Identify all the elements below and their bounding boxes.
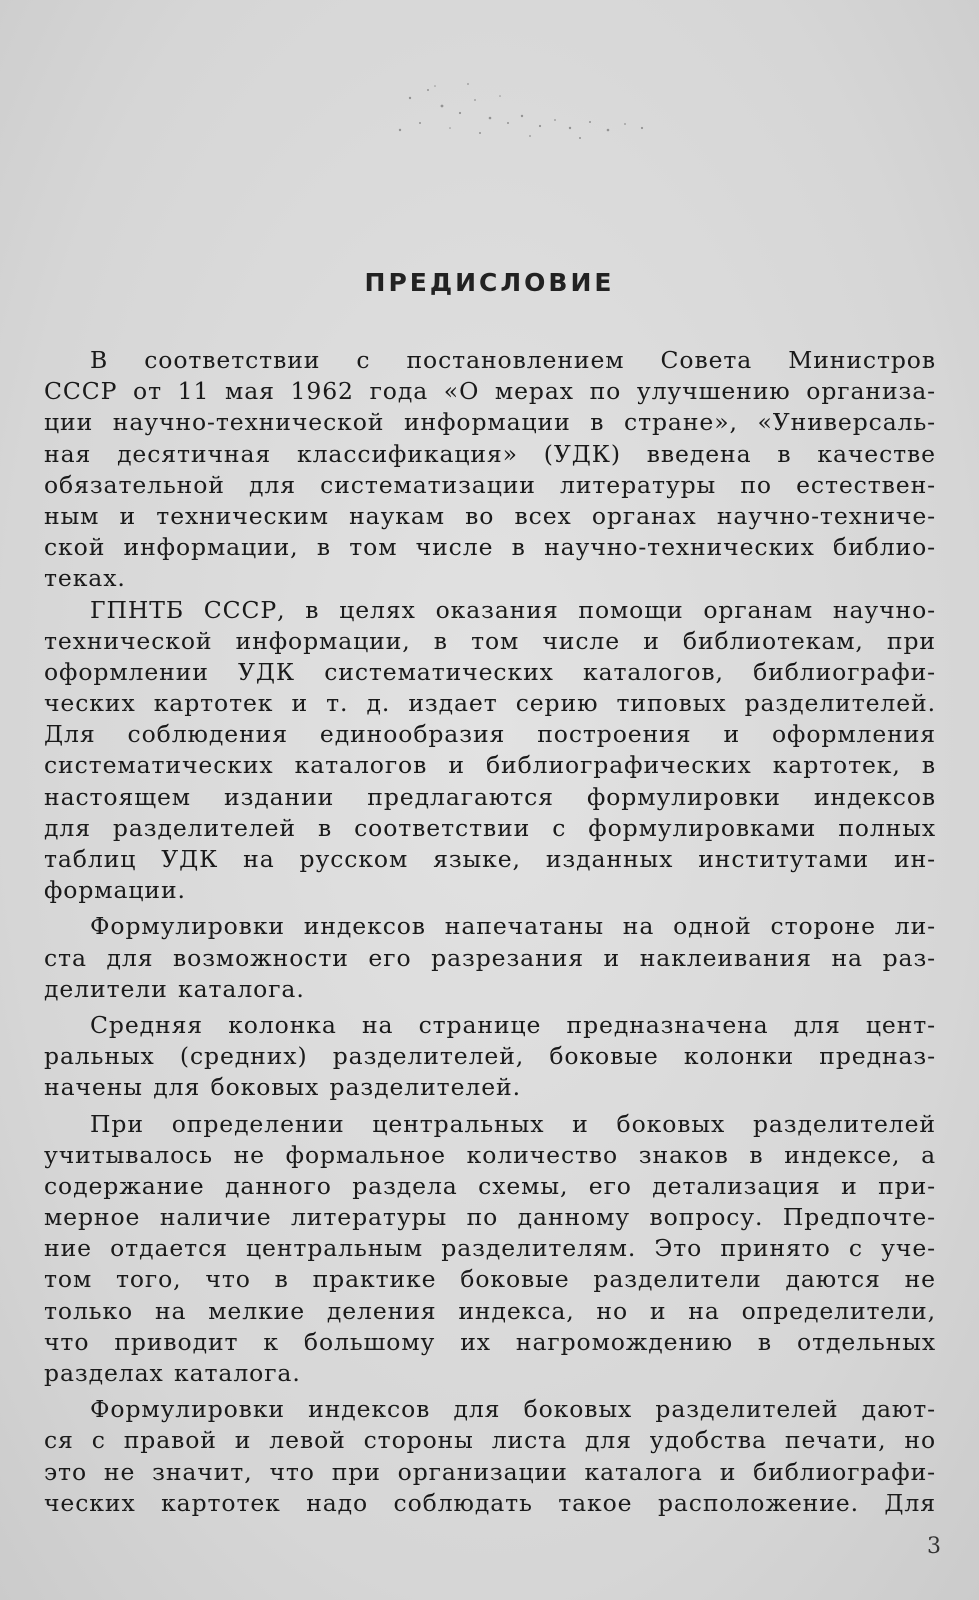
text-line: систематических каталогов и библиографических картотек, в [44,751,936,780]
text-line: ным и техническим наукам во всех органах научно-техниче- [44,501,936,530]
text-line: делители каталога. [44,974,305,1003]
text-line: ГПНТБ СССР, в целях оказания помощи органам научно- [90,595,936,624]
text-line: учитывалось не формальное количество знаков в индексе, а [44,1140,936,1169]
text-line: таблиц УДК на русском языке, изданных институтами ин- [44,845,936,873]
text-line: ческих картотек надо соблюдать такое расположение. Для [44,1488,936,1517]
body-text [44,345,936,1519]
text-line: технической информации, в том числе и библиотекам, при [44,626,936,655]
text-line: Формулировки индексов напечатаны на одной стороне ли- [90,912,936,941]
text-line: ральных (средних) разделителей, боковые колонки предназ- [44,1042,936,1071]
text-line: настоящем издании предлагаются формулировки индексов [44,782,936,811]
text-line: Средняя колонка на странице предназначена для цент- [90,1010,936,1039]
text-line: что приводит к большому их нагромождению в отдельных [44,1327,936,1356]
page-number: 3 [927,1534,941,1559]
text-line: В соответствии с постановлением Совета Министров [90,346,936,374]
text-line: теках. [44,564,126,593]
text-line: только на мелкие деления индекса, но и на определители, [44,1296,936,1325]
text-line: содержание данного раздела схемы, его детализация и при- [44,1171,936,1200]
ink-smudge [380,78,680,148]
text-line: Для соблюдения единообразия построения и оформления [44,720,936,749]
text-line: это не значит, что при организации каталога и библиографи- [44,1457,936,1486]
text-line: мерное наличие литературы по данному вопросу. Предпочте- [44,1203,936,1232]
text-line: том того, что в практике боковые разделители даются не [44,1265,936,1294]
text-line: ние отдается центральным разделителям. Это принято с уче- [44,1234,936,1263]
text-line: ная десятичная классификация» (УДК) введена в качестве [44,439,936,468]
text-line: ческих картотек и т. д. издает серию типовых разделителей. [44,689,936,718]
text-line: начены для боковых разделителей. [44,1073,521,1102]
text-line: Формулировки индексов для боковых разделителей дают- [90,1395,936,1424]
text-line: формации. [44,876,186,905]
text-line: обязательной для систематизации литературы по естествен- [44,470,936,499]
text-line: ции научно-технической информации в стране», «Универсаль- [44,408,936,437]
text-line: ся с правой и левой стороны листа для удобства печати, но [44,1426,936,1455]
text-line: При определении центральных и боковых разделителей [90,1109,936,1138]
text-line: ста для возможности его разрезания и наклеивания на раз- [44,943,936,972]
text-line: ской информации, в том числе в научно-технических библио- [44,533,936,562]
text-line: для разделителей в соответствии с формулировками полных [44,813,936,842]
page-title: ПРЕДИСЛОВИЕ [364,268,615,297]
text-line: оформлении УДК систематических каталогов, библиографи- [44,657,936,686]
text-line: СССР от 11 мая 1962 года «О мерах по улучшению организа- [44,377,936,406]
text-line: разделах каталога. [44,1359,301,1387]
